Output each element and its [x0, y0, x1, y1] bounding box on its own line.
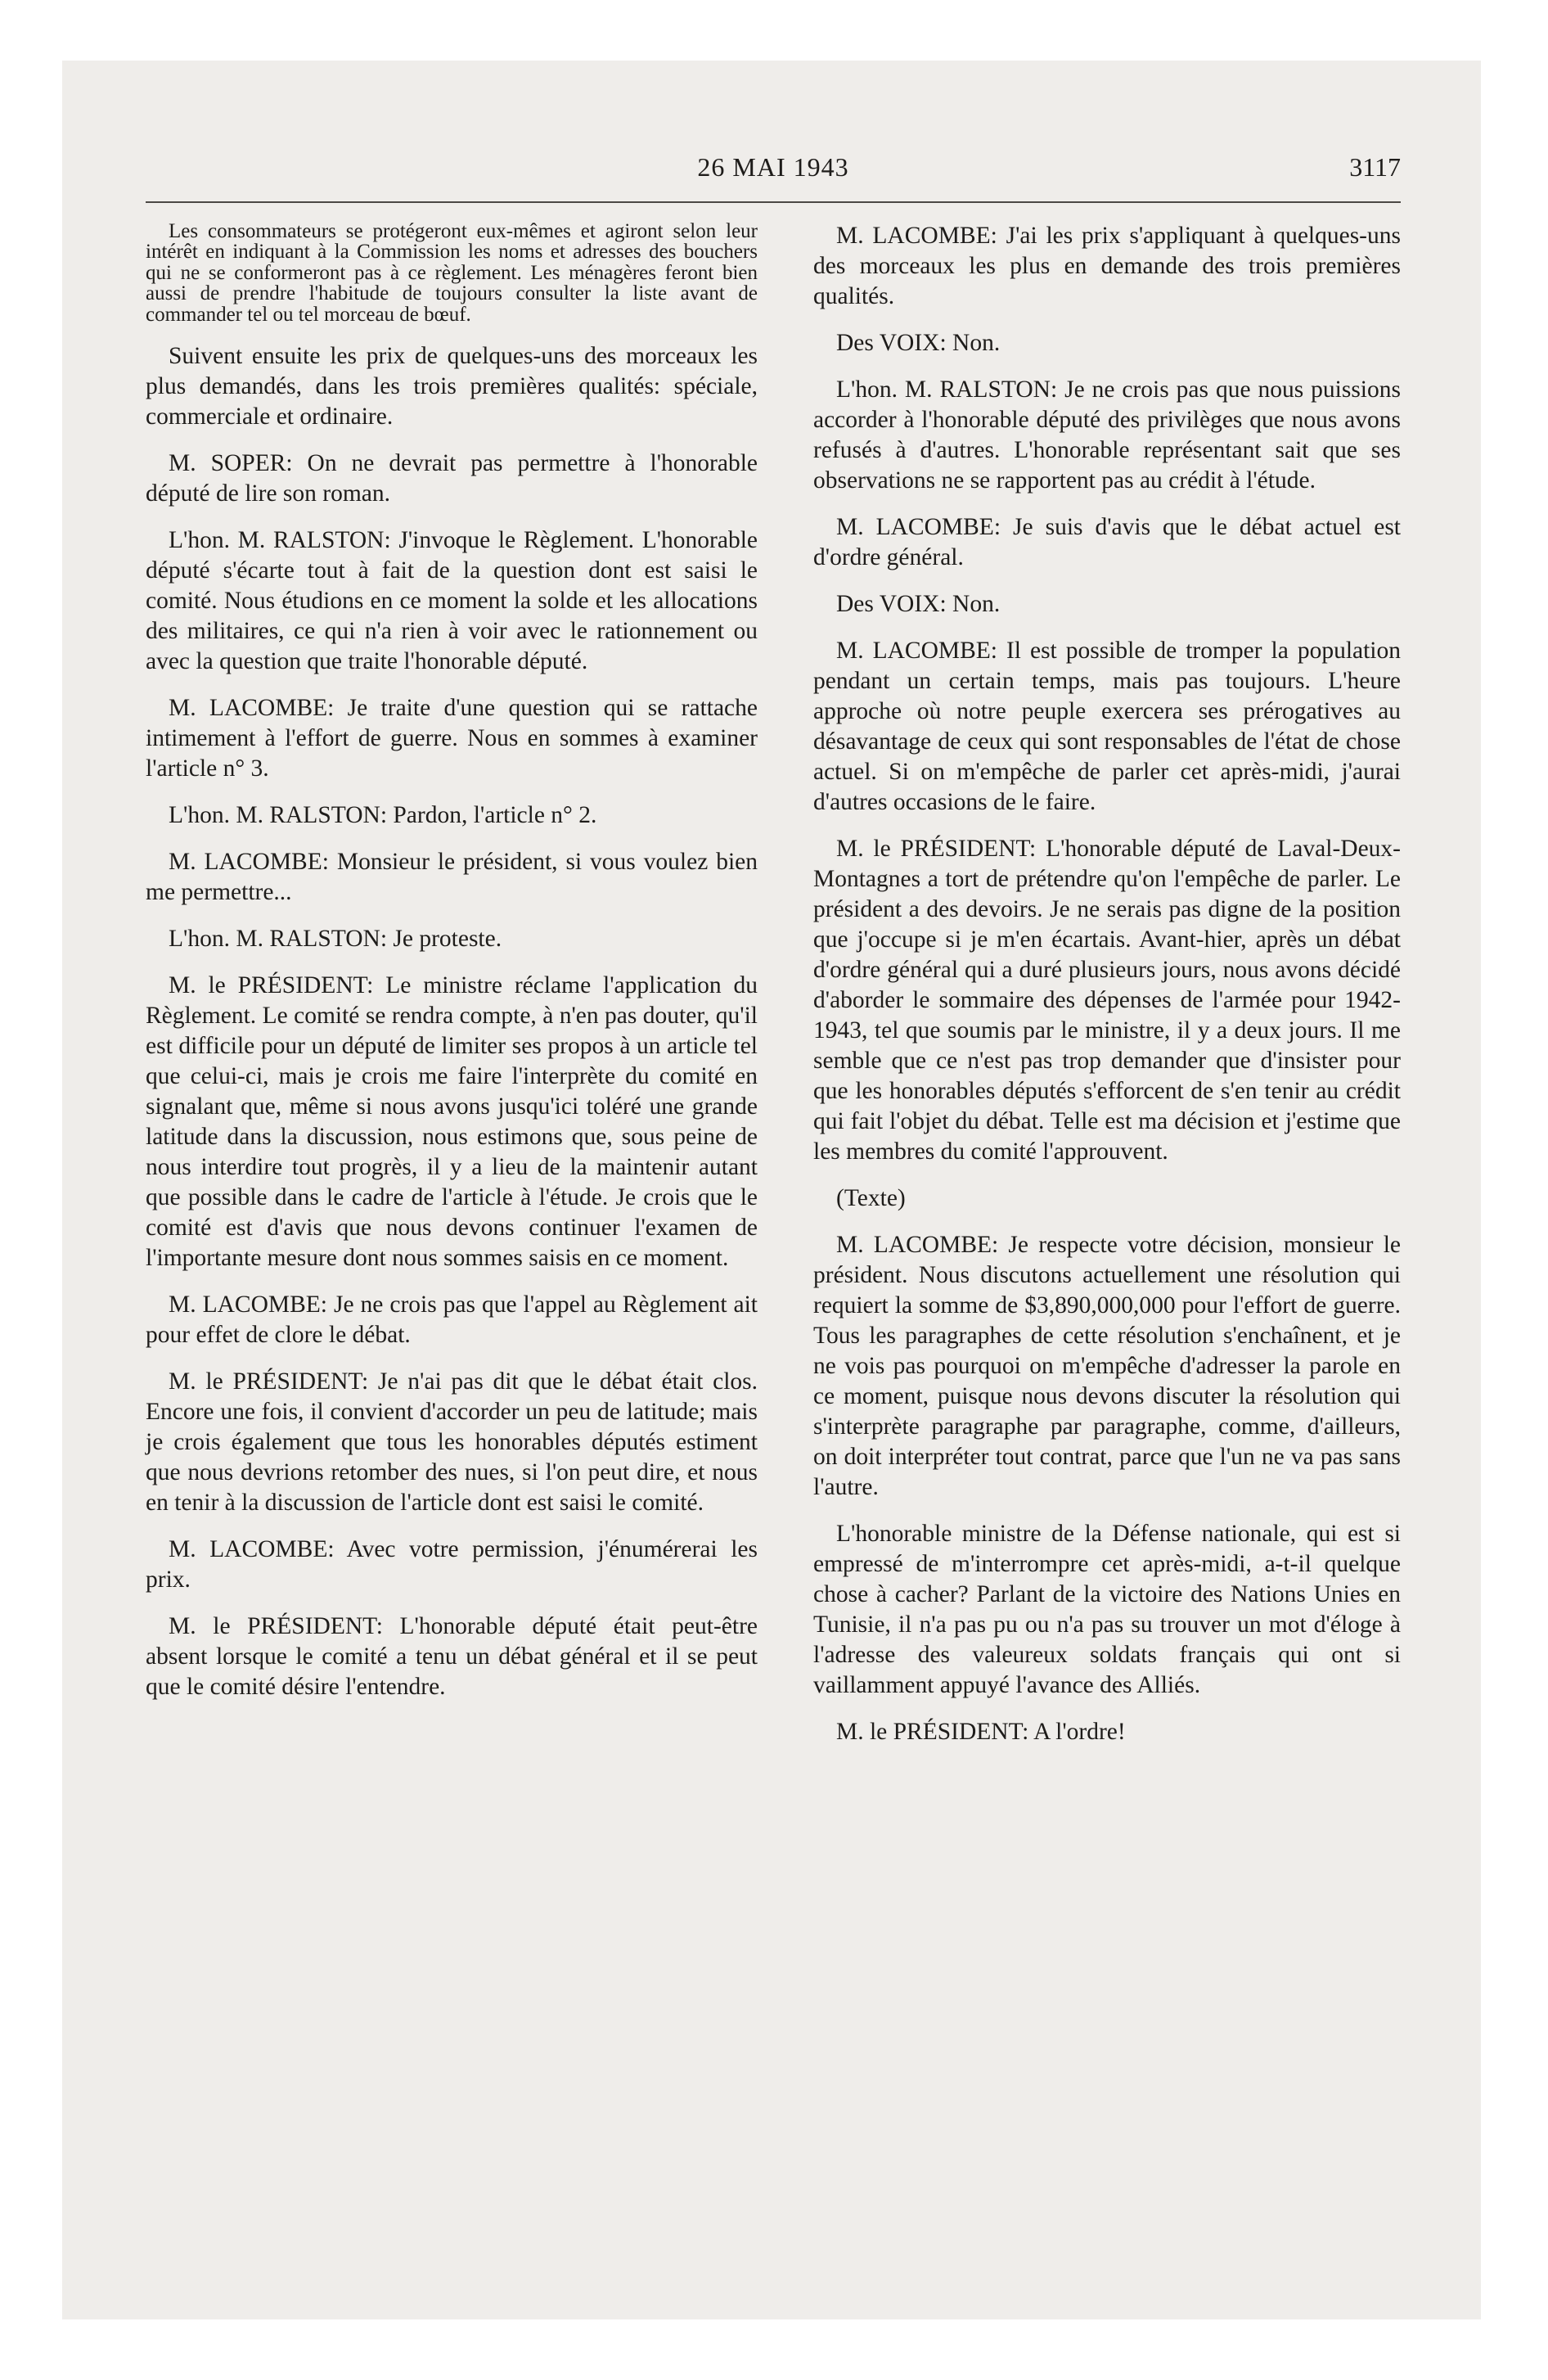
right-column [813, 221, 1401, 1747]
paragraph: L'honorable ministre de la Défense nationale, qui est si empressé de m'interrompre cet après-midi, a-t-il quelque chose à cacher? Parlant de la victoire des Nations Unies en Tunisie, il n'a pas pu ou n'a pas su trouver un mot d'éloge à l'adresse des valeureux soldats français qui ont si vaillamment appuyé l'avance des Alliés. [813, 1521, 1401, 1698]
page-number: 3117 [1349, 152, 1401, 182]
paragraph: Suivent ensuite les prix de quelques-uns des morceaux les plus demandés, dans les trois premières qualités: spéciale, commerciale et ordinaire. [146, 343, 758, 430]
paragraph: M. LACOMBE: J'ai les prix s'appliquant à quelques-uns des morceaux les plus en demande des trois premières qualités. [813, 223, 1401, 309]
paragraph: M. LACOMBE: Je suis d'avis que le débat actuel est d'ordre général. [813, 514, 1401, 570]
paragraph: M. LACOMBE: Je traite d'une question qui se rattache intimement à l'effort de guerre. Nous en sommes à examiner l'article n° 3. [146, 695, 758, 782]
paragraph: L'hon. M. RALSTON: J'invoque le Règlement. L'honorable député s'écarte tout à fait de la question dont est saisi le comité. Nous étudions en ce moment la solde et les allocations des militaires, ce qui n'a rien à voir avec le rationnement ou avec la question que traite l'honorable député. [146, 527, 758, 675]
page-header [146, 152, 1401, 193]
left-column [146, 221, 758, 1702]
paragraph: L'hon. M. RALSTON: Je proteste. [169, 926, 502, 953]
paragraph: (Texte) [836, 1185, 906, 1211]
quoted-notice: Les consommateurs se protégeront eux-mêmes et agiront selon leur intérêt en indiquant à la Commission les noms et adresses des bouchers qui ne se conformeront pas à ce règlement. Les ménagères feront bien aussi de prendre l'habitude de toujours consulter la liste avant de commander tel ou tel morceau de bœuf. [146, 220, 758, 326]
paragraph: M. LACOMBE: Avec votre permission, j'énumérerai les prix. [146, 1536, 758, 1593]
paragraph: M. LACOMBE: Monsieur le président, si vous voulez bien me permettre... [146, 849, 758, 906]
paragraph: M. LACOMBE: Je respecte votre décision, monsieur le président. Nous discutons actuellement une résolution qui requiert la somme de $3,890,000,000 pour l'effort de guerre. Tous les paragraphes de cette résolution s'enchaînent, et je ne vois pas pourquoi on m'empêche d'adresser la parole en ce moment, puisque nous devons discuter la résolution qui s'interprète paragraphe par paragraphe, comme, d'ailleurs, on doit interpréter tout contrat, parce que l'un ne va pas sans l'autre. [813, 1232, 1401, 1500]
paragraph: M. le PRÉSIDENT: Le ministre réclame l'application du Règlement. Le comité se rendra compte, à n'en pas douter, qu'il est difficile pour un député de limiter ses propos à un article tel que celui-ci, mais je crois me faire l'interprète du comité en signalant que, même si nous avons jusqu'ici toléré une grande latitude dans la discussion, nous estimons que, sous peine de nous interdire tout progrès, il y a lieu de la maintenir autant que possible dans le cadre de l'article à l'étude. Je crois que le comité est d'avis que nous devons continuer l'examen de l'importante mesure dont nous sommes saisis en ce moment. [146, 972, 758, 1272]
paragraph: M. le PRÉSIDENT: L'honorable député était peut-être absent lorsque le comité a tenu un débat général et il se peut que le comité désire l'entendre. [146, 1613, 758, 1701]
paragraph: M. SOPER: On ne devrait pas permettre à l'honorable député de lire son roman. [146, 450, 758, 507]
paragraph: Des VOIX: Non. [836, 591, 1001, 617]
paragraph: M. le PRÉSIDENT: A l'ordre! [836, 1719, 1126, 1745]
header-rule [146, 201, 1401, 203]
header-date: 26 MAI 1943 [697, 152, 849, 182]
paragraph: L'hon. M. RALSTON: Pardon, l'article n° 2. [169, 802, 597, 829]
paragraph: M. le PRÉSIDENT: Je n'ai pas dit que le débat était clos. Encore une fois, il convient d'accorder un peu de latitude; mais je crois également que tous les honorables députés estiment que nous devrions retomber des nues, si l'on peut dire, et nous en tenir à la discussion de l'article dont est saisi le comité. [146, 1368, 758, 1517]
paragraph: M. le PRÉSIDENT: L'honorable député de Laval-Deux-Montagnes a tort de prétendre qu'on l'empêche de parler. Le président a des devoirs. Je ne serais pas digne de la position que j'occupe si je m'en écartais. Avant-hier, après un débat d'ordre général qui a duré plusieurs jours, nous avons décidé d'aborder le sommaire des dépenses de l'armée pour 1942-1943, tel que soumis par le ministre, il y a deux jours. Il me semble que ce n'est pas trop demander que d'insister pour que les honorables députés s'efforcent de s'en tenir au crédit qui fait l'objet du débat. Telle est ma décision et j'estime que les membres du comité l'approuvent. [813, 836, 1401, 1165]
paragraph: M. LACOMBE: Il est possible de tromper la population pendant un certain temps, mais pas toujours. L'heure approche où notre peuple exercera ses prérogatives au désavantage de ceux qui sont responsables de l'état de chose actuel. Si on m'empêche de parler cet après-midi, j'aurai d'autres occasions de le faire. [813, 638, 1401, 815]
paragraph: L'hon. M. RALSTON: Je ne crois pas que nous puissions accorder à l'honorable député des privilèges que nous avons refusés à d'autres. L'honorable représentant sait que ses observations ne se rapportent pas au crédit à l'étude. [813, 376, 1401, 494]
paragraph: Des VOIX: Non. [836, 330, 1001, 356]
paragraph: M. LACOMBE: Je ne crois pas que l'appel au Règlement ait pour effet de clore le débat. [146, 1291, 758, 1349]
